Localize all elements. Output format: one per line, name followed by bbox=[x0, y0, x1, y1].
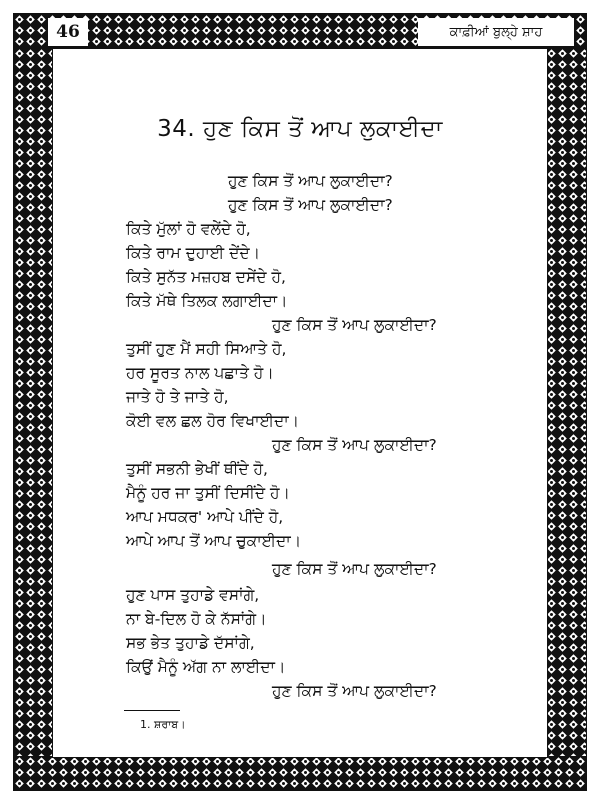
verse-line: ਕਿਉਂ ਮੈਨੂੰ ਅੱਗ ਨਾ ਲਾਈਦਾ। bbox=[126, 658, 286, 676]
verse-line: ਸਭ ਭੇਤ ਤੁਹਾਡੇ ਦੱਸਾਂਗੇ, bbox=[126, 634, 255, 652]
page-number-box bbox=[48, 18, 88, 46]
verse-line: ਤੁਸੀਂ ਸਭਨੀ ਭੇਖੀਂ ਥੀਂਦੇ ਹੋ, bbox=[126, 460, 268, 478]
page-number: 46 bbox=[56, 22, 80, 42]
verse-line: ਨਾ ਬੇ-ਦਿਲ ਹੋ ਕੇ ਨੱਸਾਂਗੇ। bbox=[126, 610, 267, 628]
verse-line: ਕੋਈ ਵਲ ਛਲ ਹੋਰ ਵਿਖਾਈਦਾ। bbox=[126, 412, 300, 430]
verse-line: ਕਿਤੇ ਮੱਥੇ ਤਿਲਕ ਲਗਾਈਦਾ। bbox=[126, 292, 288, 310]
verse-line: ਮੈਨੂੰ ਹਰ ਜਾ ਤੁਸੀਂ ਦਿਸੀਂਦੇ ਹੋ। bbox=[126, 484, 290, 502]
footnote-rule bbox=[124, 710, 180, 711]
refrain-line: ਹੁਣ ਕਿਸ ਤੋਂ ਆਪ ਲੁਕਾਈਦਾ? bbox=[272, 436, 437, 454]
footnote: 1. ਸ਼ਰਾਬ। bbox=[140, 718, 186, 731]
running-header-title: ਕਾਫ਼ੀਆਂ ਬੁਲ੍ਹੇ ਸ਼ਾਹ bbox=[449, 24, 543, 40]
refrain-line: ਹੁਣ ਕਿਸ ਤੋਂ ਆਪ ਲੁਕਾਈਦਾ? bbox=[272, 560, 437, 578]
verse-line: ਜਾਤੇ ਹੋ ਤੇ ਜਾਤੇ ਹੋ, bbox=[126, 388, 229, 406]
chapter-title: 34. ਹੁਣ ਕਿਸ ਤੋਂ ਆਪ ਲੁਕਾਈਦਾ bbox=[157, 116, 443, 142]
verse-line: ਹਰ ਸੂਰਤ ਨਾਲ ਪਛਾਤੇ ਹੋ। bbox=[126, 364, 274, 382]
verse-line: ਆਪ ਮਧਕਰ' ਆਪੇ ਪੀਂਦੇ ਹੋ, bbox=[126, 508, 284, 526]
verse-line: ਕਿਤੇ ਸੁਨੱਤ ਮਜ਼ਹਬ ਦਸੇਂਦੇ ਹੋ, bbox=[126, 268, 286, 286]
verse-line: ਕਿਤੇ ਮੁੱਲਾਂ ਹੋ ਵਲੇਂਦੇ ਹੋ, bbox=[126, 220, 251, 238]
refrain-line: ਹੁਣ ਕਿਸ ਤੋਂ ਆਪ ਲੁਕਾਈਦਾ? bbox=[228, 172, 393, 190]
running-header-box bbox=[418, 18, 574, 46]
verse-line: ਹੁਣ ਪਾਸ ਤੁਹਾਡੇ ਵਸਾਂਗੇ, bbox=[126, 586, 260, 604]
verse-line: ਆਪੇ ਆਪ ਤੋਂ ਆਪ ਚੁਕਾਈਦਾ। bbox=[126, 532, 302, 550]
refrain-line: ਹੁਣ ਕਿਸ ਤੋਂ ਆਪ ਲੁਕਾਈਦਾ? bbox=[272, 316, 437, 334]
refrain-line: ਹੁਣ ਕਿਸ ਤੋਂ ਆਪ ਲੁਕਾਈਦਾ? bbox=[272, 682, 437, 700]
refrain-line: ਹੁਣ ਕਿਸ ਤੋਂ ਆਪ ਲੁਕਾਈਦਾ? bbox=[228, 196, 393, 214]
verse-line: ਤੁਸੀਂ ਹੁਣ ਮੈਂ ਸਹੀ ਸਿਆਤੇ ਹੋ, bbox=[126, 340, 287, 358]
verse-line: ਕਿਤੇ ਰਾਮ ਦੁਹਾਈ ਦੇਂਦੇ। bbox=[126, 244, 261, 262]
